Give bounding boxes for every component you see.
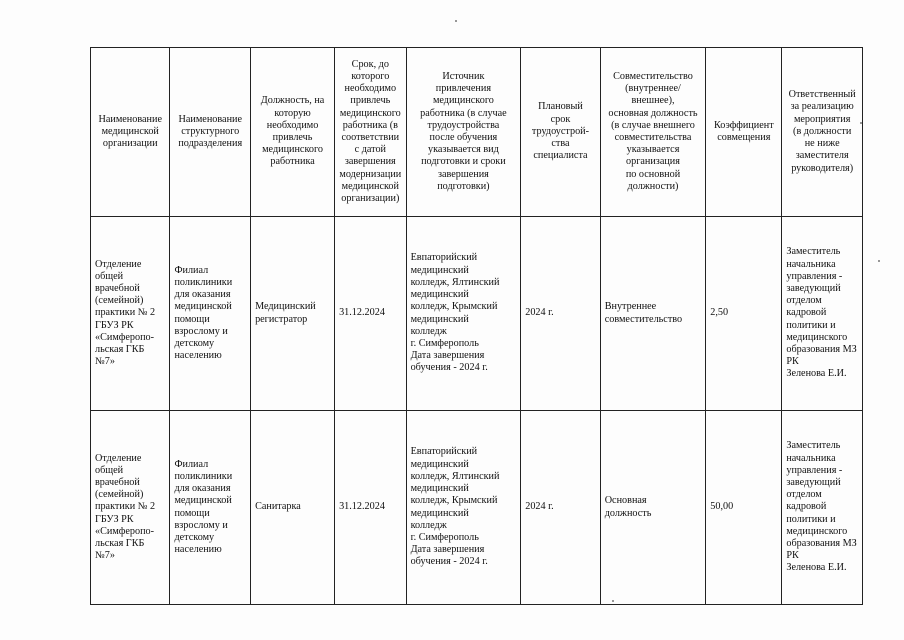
header-position: Должность, на которую необходимо привлечь медицинского работника: [251, 48, 335, 217]
header-subdivision: Наименование структурного подразделения: [170, 48, 251, 217]
table-row: [91, 411, 863, 605]
cell-deadline: 31.12.2024: [335, 217, 407, 411]
scan-speck: [612, 600, 614, 602]
cell-subdivision: Филиал поликлиники для оказания медицинской помощи взрослому и детскому населению: [170, 217, 251, 411]
staffing-table: [90, 47, 863, 605]
header-organization: Наименование медицинской организации: [91, 48, 170, 217]
table-header-row: [91, 48, 863, 217]
cell-responsible: Заместитель начальника управления - заведующий отделом кадровой политики и медицинского образования МЗ РК Зеленова Е.И.: [782, 217, 863, 411]
cell-subdivision: Филиал поликлиники для оказания медицинской помощи взрослому и детскому населению: [170, 411, 251, 605]
header-deadline: Срок, до которого необходимо привлечь медицинского работника (в соответствии с датой завершения модернизации медицинской организации): [335, 48, 407, 217]
header-combination: Совместительство (внутреннее/ внешнее), основная должность (в случае внешнего совместительства указывается организация по основной должности): [600, 48, 706, 217]
scan-speck: [860, 122, 862, 124]
cell-deadline: 31.12.2024: [335, 411, 407, 605]
cell-planned-term: 2024 г.: [521, 411, 600, 605]
cell-position: Медицинский регистратор: [251, 217, 335, 411]
cell-source: Евпаторийский медицинский колледж, Ялтинский медицинский колледж, Крымский медицинский колледж г. Симферополь Дата завершения обучения - 2024 г.: [406, 217, 521, 411]
cell-organization: Отделение общей врачебной (семейной) практики № 2 ГБУЗ РК «Симферопо- льская ГКБ №7»: [91, 411, 170, 605]
cell-position: Санитарка: [251, 411, 335, 605]
scan-speck: [455, 20, 457, 22]
cell-organization: Отделение общей врачебной (семейной) практики № 2 ГБУЗ РК «Симферопо- льская ГКБ №7»: [91, 217, 170, 411]
header-source: Источник привлечения медицинского работника (в случае трудоустройства после обучения указывается вид подготовки и сроки завершения подготовки): [406, 48, 521, 217]
header-planned-term: Плановый срок трудоустрой- ства специалиста: [521, 48, 600, 217]
cell-coefficient: 2,50: [706, 217, 782, 411]
cell-coefficient: 50,00: [706, 411, 782, 605]
cell-source: Евпаторийский медицинский колледж, Ялтинский медицинский колледж, Крымский медицинский колледж г. Симферополь Дата завершения обучения - 2024 г.: [406, 411, 521, 605]
header-coefficient: Коэффициент совмещения: [706, 48, 782, 217]
cell-combination: Внутреннее совместительство: [600, 217, 706, 411]
scan-speck: [878, 260, 880, 262]
cell-planned-term: 2024 г.: [521, 217, 600, 411]
cell-combination: Основная должность: [600, 411, 706, 605]
header-responsible: Ответственный за реализацию мероприятия (в должности не ниже заместителя руководителя): [782, 48, 863, 217]
cell-responsible: Заместитель начальника управления - заведующий отделом кадровой политики и медицинского образования МЗ РК Зеленова Е.И.: [782, 411, 863, 605]
table-row: [91, 217, 863, 411]
